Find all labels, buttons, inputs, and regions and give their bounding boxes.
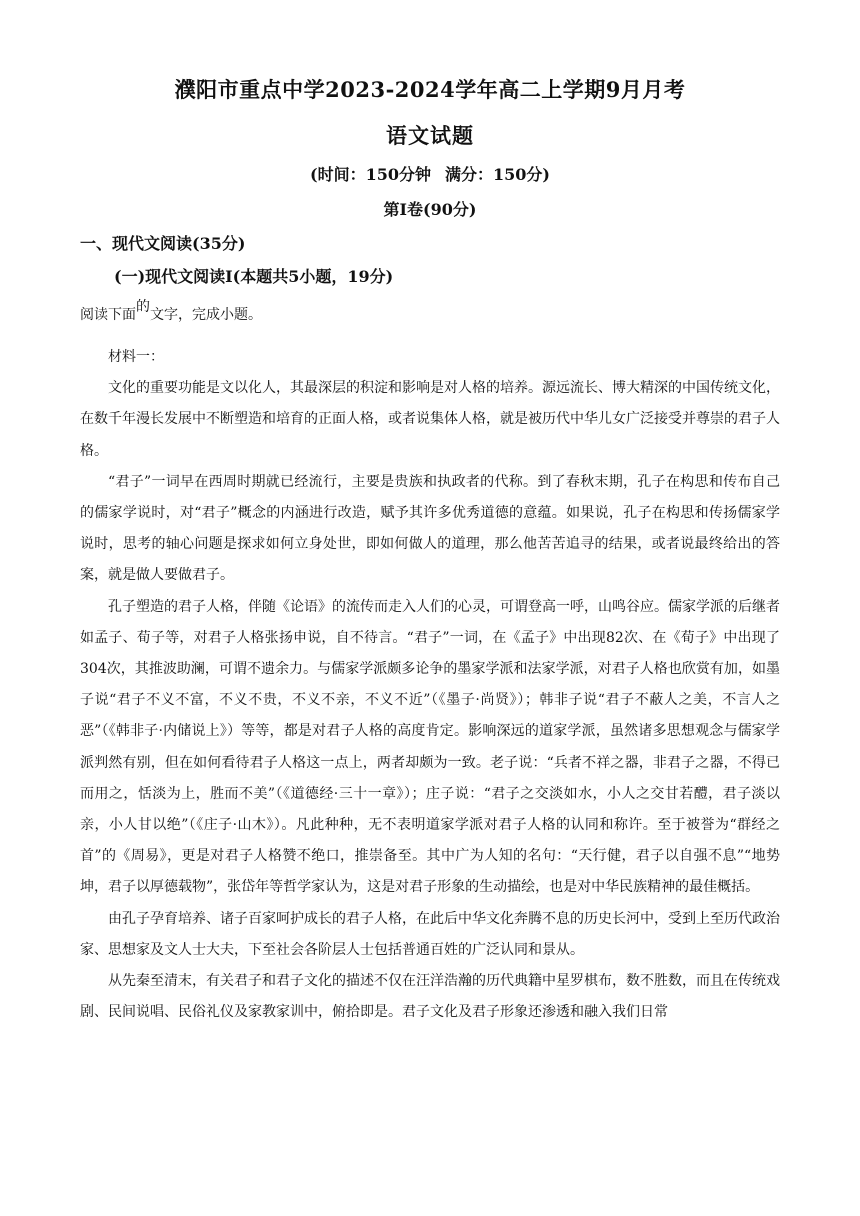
volume-heading: 第Ⅰ卷(90分) bbox=[383, 200, 477, 219]
exam-title: 濮阳市重点中学2023-2024学年高二上学期9月月考 bbox=[174, 77, 686, 102]
passage-paragraph: 孔子塑造的君子人格，伴随《论语》的流传而走入人们的心灵，可谓登高一呼，山鸣谷应。儒家学派的后继者如孟子、荀子等，对君子人格张扬申说，自不待言。“君子”一词，在《孟子》中出现82次、在《荀子》中出现了304次，其推波助澜，可谓不遗余力。与儒家学派颇多论争的墨家学派和法家学派，对君子人格也欣赏有加，如墨子说“君子不义不富，不义不贵，不义不亲，不义不近”（《墨子·尚贤》）；韩非子说“君子不蔽人之美，不言人之恶”（《韩非子·内储说上》）等等，都是对君子人格的高度肯定。影响深远的道家学派，虽然诸多思想观念与儒家学派判然有别，但在如何看待君子人格这一点上，两者却颇为一致。老子说：“兵者不祥之器，非君子之器，不得已而用之，恬淡为上，胜而不美”（《道德经·三十一章》）；庄子说：“君子之交淡如水，小人之交甘若醴，君子淡以亲，小人甘以绝”（《庄子·山木》）。凡此种种，无不表明道家学派对君子人格的认同和称许。至于被誉为“群经之首”的《周易》，更是对君子人格赞不绝口，推崇备至。其中广为人知的名句：“天行健，君子以自强不息”“地势坤，君子以厚德载物”，张岱年等哲学家认为，这是对君子形象的生动描绘，也是对中华民族精神的最佳概括。 bbox=[80, 598, 780, 896]
score-info: 满分：150分) bbox=[445, 165, 550, 184]
section-heading: 一、现代文阅读(35分) bbox=[80, 234, 246, 253]
passage-paragraph: “君子”一词早在西周时期就已经流行，主要是贵族和执政者的代称。到了春秋末期，孔子在构思和传布自己的儒家学说时，对“君子”概念的内涵进行改造，赋予其许多优秀道德的意蕴。如果说，孔子在构思和传扬儒家学说时，思考的轴心问题是探求如何立身处世，即如何做人的道理，那么他苦苦追寻的结果，或者说最终给出的答案，就是做人要做君子。 bbox=[80, 473, 780, 584]
instruction-sup: 的 bbox=[136, 299, 150, 315]
passage-paragraph: 由孔子孕育培养、诸子百家呵护成长的君子人格，在此后中华文化奔腾不息的历史长河中，受到上至历代政治家、思想家及文人士大夫，下至社会各阶层人士包括普通百姓的广泛认同和景从。 bbox=[80, 910, 780, 958]
subsection-heading: (一)现代文阅读Ⅰ(本题共5小题，19分) bbox=[114, 267, 394, 286]
material-label: 材料一： bbox=[108, 349, 164, 365]
exam-time-score bbox=[0, 162, 860, 185]
passage-body bbox=[80, 342, 780, 1028]
exam-subject: 语文试题 bbox=[386, 123, 474, 148]
time-info: (时间：150分钟 bbox=[310, 165, 431, 184]
reading-instruction bbox=[80, 299, 262, 324]
instruction-before: 阅读下面 bbox=[80, 307, 136, 323]
passage-paragraph: 从先秦至清末，有关君子和君子文化的描述不仅在汪洋浩瀚的历代典籍中星罗棋布，数不胜数，而且在传统戏剧、民间说唱、民俗礼仪及家教家训中，俯拾即是。君子文化及君子形象还渗透和融入我们日常 bbox=[80, 973, 780, 1021]
passage-paragraph: 文化的重要功能是文以化人，其最深层的积淀和影响是对人格的培养。源远流长、博大精深的中国传统文化，在数千年漫长发展中不断塑造和培育的正面人格，或者说集体人格，就是被历代中华儿女广泛接受并尊崇的君子人格。 bbox=[80, 380, 780, 459]
instruction-after: 文字，完成小题。 bbox=[150, 307, 262, 323]
